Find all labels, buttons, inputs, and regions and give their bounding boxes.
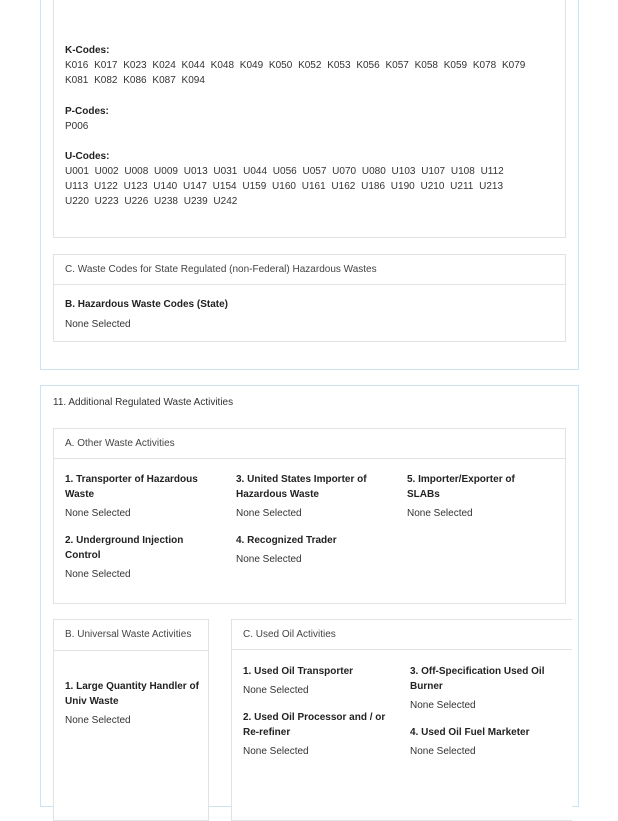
used-oil-item-3-label: 3. Off-Specification Used Oil Burner — [410, 666, 545, 692]
u-codes-label: U-Codes: — [65, 151, 110, 162]
universal-item-1-value: None Selected — [65, 715, 131, 726]
universal-waste-header: B. Universal Waste Activities — [54, 620, 208, 651]
other-item-3 — [236, 472, 386, 521]
used-oil-item-4-label: 4. Used Oil Fuel Marketer — [410, 727, 530, 738]
other-item-1 — [65, 472, 215, 521]
other-item-1-value: None Selected — [65, 508, 131, 519]
other-item-5-value: None Selected — [407, 508, 473, 519]
other-item-4-label: 4. Recognized Trader — [236, 535, 337, 546]
k-codes-line-2: K081 K082 K086 K087 K094 — [65, 75, 205, 86]
used-oil-header: C. Used Oil Activities — [232, 620, 572, 650]
federal-codes-card — [53, 0, 566, 238]
other-item-5-label: 5. Importer/Exporter of SLABs — [407, 474, 515, 500]
other-item-1-label: 1. Transporter of Hazardous Waste — [65, 474, 198, 500]
other-item-2 — [65, 533, 215, 582]
other-waste-header: A. Other Waste Activities — [54, 429, 565, 459]
hazardous-waste-codes-section — [40, 0, 579, 370]
used-oil-card — [231, 619, 572, 821]
other-item-4 — [236, 533, 386, 567]
used-oil-item-2-value: None Selected — [243, 746, 309, 757]
other-waste-activities-card — [53, 428, 566, 604]
k-codes-line-1: K016 K017 K023 K024 K044 K048 K049 K050 K052 K053 K056 K057 K058 K059 K078 K079 — [65, 60, 526, 71]
used-oil-item-2-label: 2. Used Oil Processor and / or Re-refiner — [243, 712, 386, 738]
state-codes-value: None Selected — [65, 319, 131, 330]
used-oil-item-1-label: 1. Used Oil Transporter — [243, 666, 354, 677]
used-oil-item-3-value: None Selected — [410, 700, 476, 711]
universal-item-1 — [65, 679, 203, 728]
other-item-5 — [407, 472, 547, 521]
u-codes-line-3: U220 U223 U226 U238 U239 U242 — [65, 196, 238, 207]
used-oil-item-2 — [243, 710, 388, 759]
state-codes-header: C. Waste Codes for State Regulated (non-Federal) Hazardous Wastes — [54, 255, 565, 285]
used-oil-item-4 — [410, 725, 560, 759]
universal-waste-card — [53, 619, 209, 821]
other-item-2-value: None Selected — [65, 569, 131, 580]
used-oil-item-4-value: None Selected — [410, 746, 476, 757]
used-oil-item-1-value: None Selected — [243, 685, 309, 696]
used-oil-item-3 — [410, 664, 560, 713]
p-codes-line-1: P006 — [65, 121, 89, 132]
state-codes-card — [53, 254, 566, 342]
other-item-2-label: 2. Underground Injection Control — [65, 535, 184, 561]
u-codes-line-2: U113 U122 U123 U140 U147 U154 U159 U160 U161 U162 U186 U190 U210 U211 U213 — [65, 181, 504, 192]
other-item-3-label: 3. United States Importer of Hazardous Waste — [236, 474, 367, 500]
u-codes-line-1: U001 U002 U008 U009 U013 U031 U044 U056 U057 U070 U080 U103 U107 U108 U112 — [65, 166, 504, 177]
p-codes-label: P-Codes: — [65, 106, 109, 117]
used-oil-item-1 — [243, 664, 388, 698]
other-item-3-value: None Selected — [236, 508, 302, 519]
state-codes-label: B. Hazardous Waste Codes (State) — [65, 299, 228, 310]
section-11-title: 11. Additional Regulated Waste Activities — [53, 397, 234, 408]
other-item-4-value: None Selected — [236, 554, 302, 565]
section-11-additional-activities — [40, 385, 579, 807]
universal-item-1-label: 1. Large Quantity Handler of Univ Waste — [65, 681, 199, 707]
k-codes-label: K-Codes: — [65, 45, 110, 56]
